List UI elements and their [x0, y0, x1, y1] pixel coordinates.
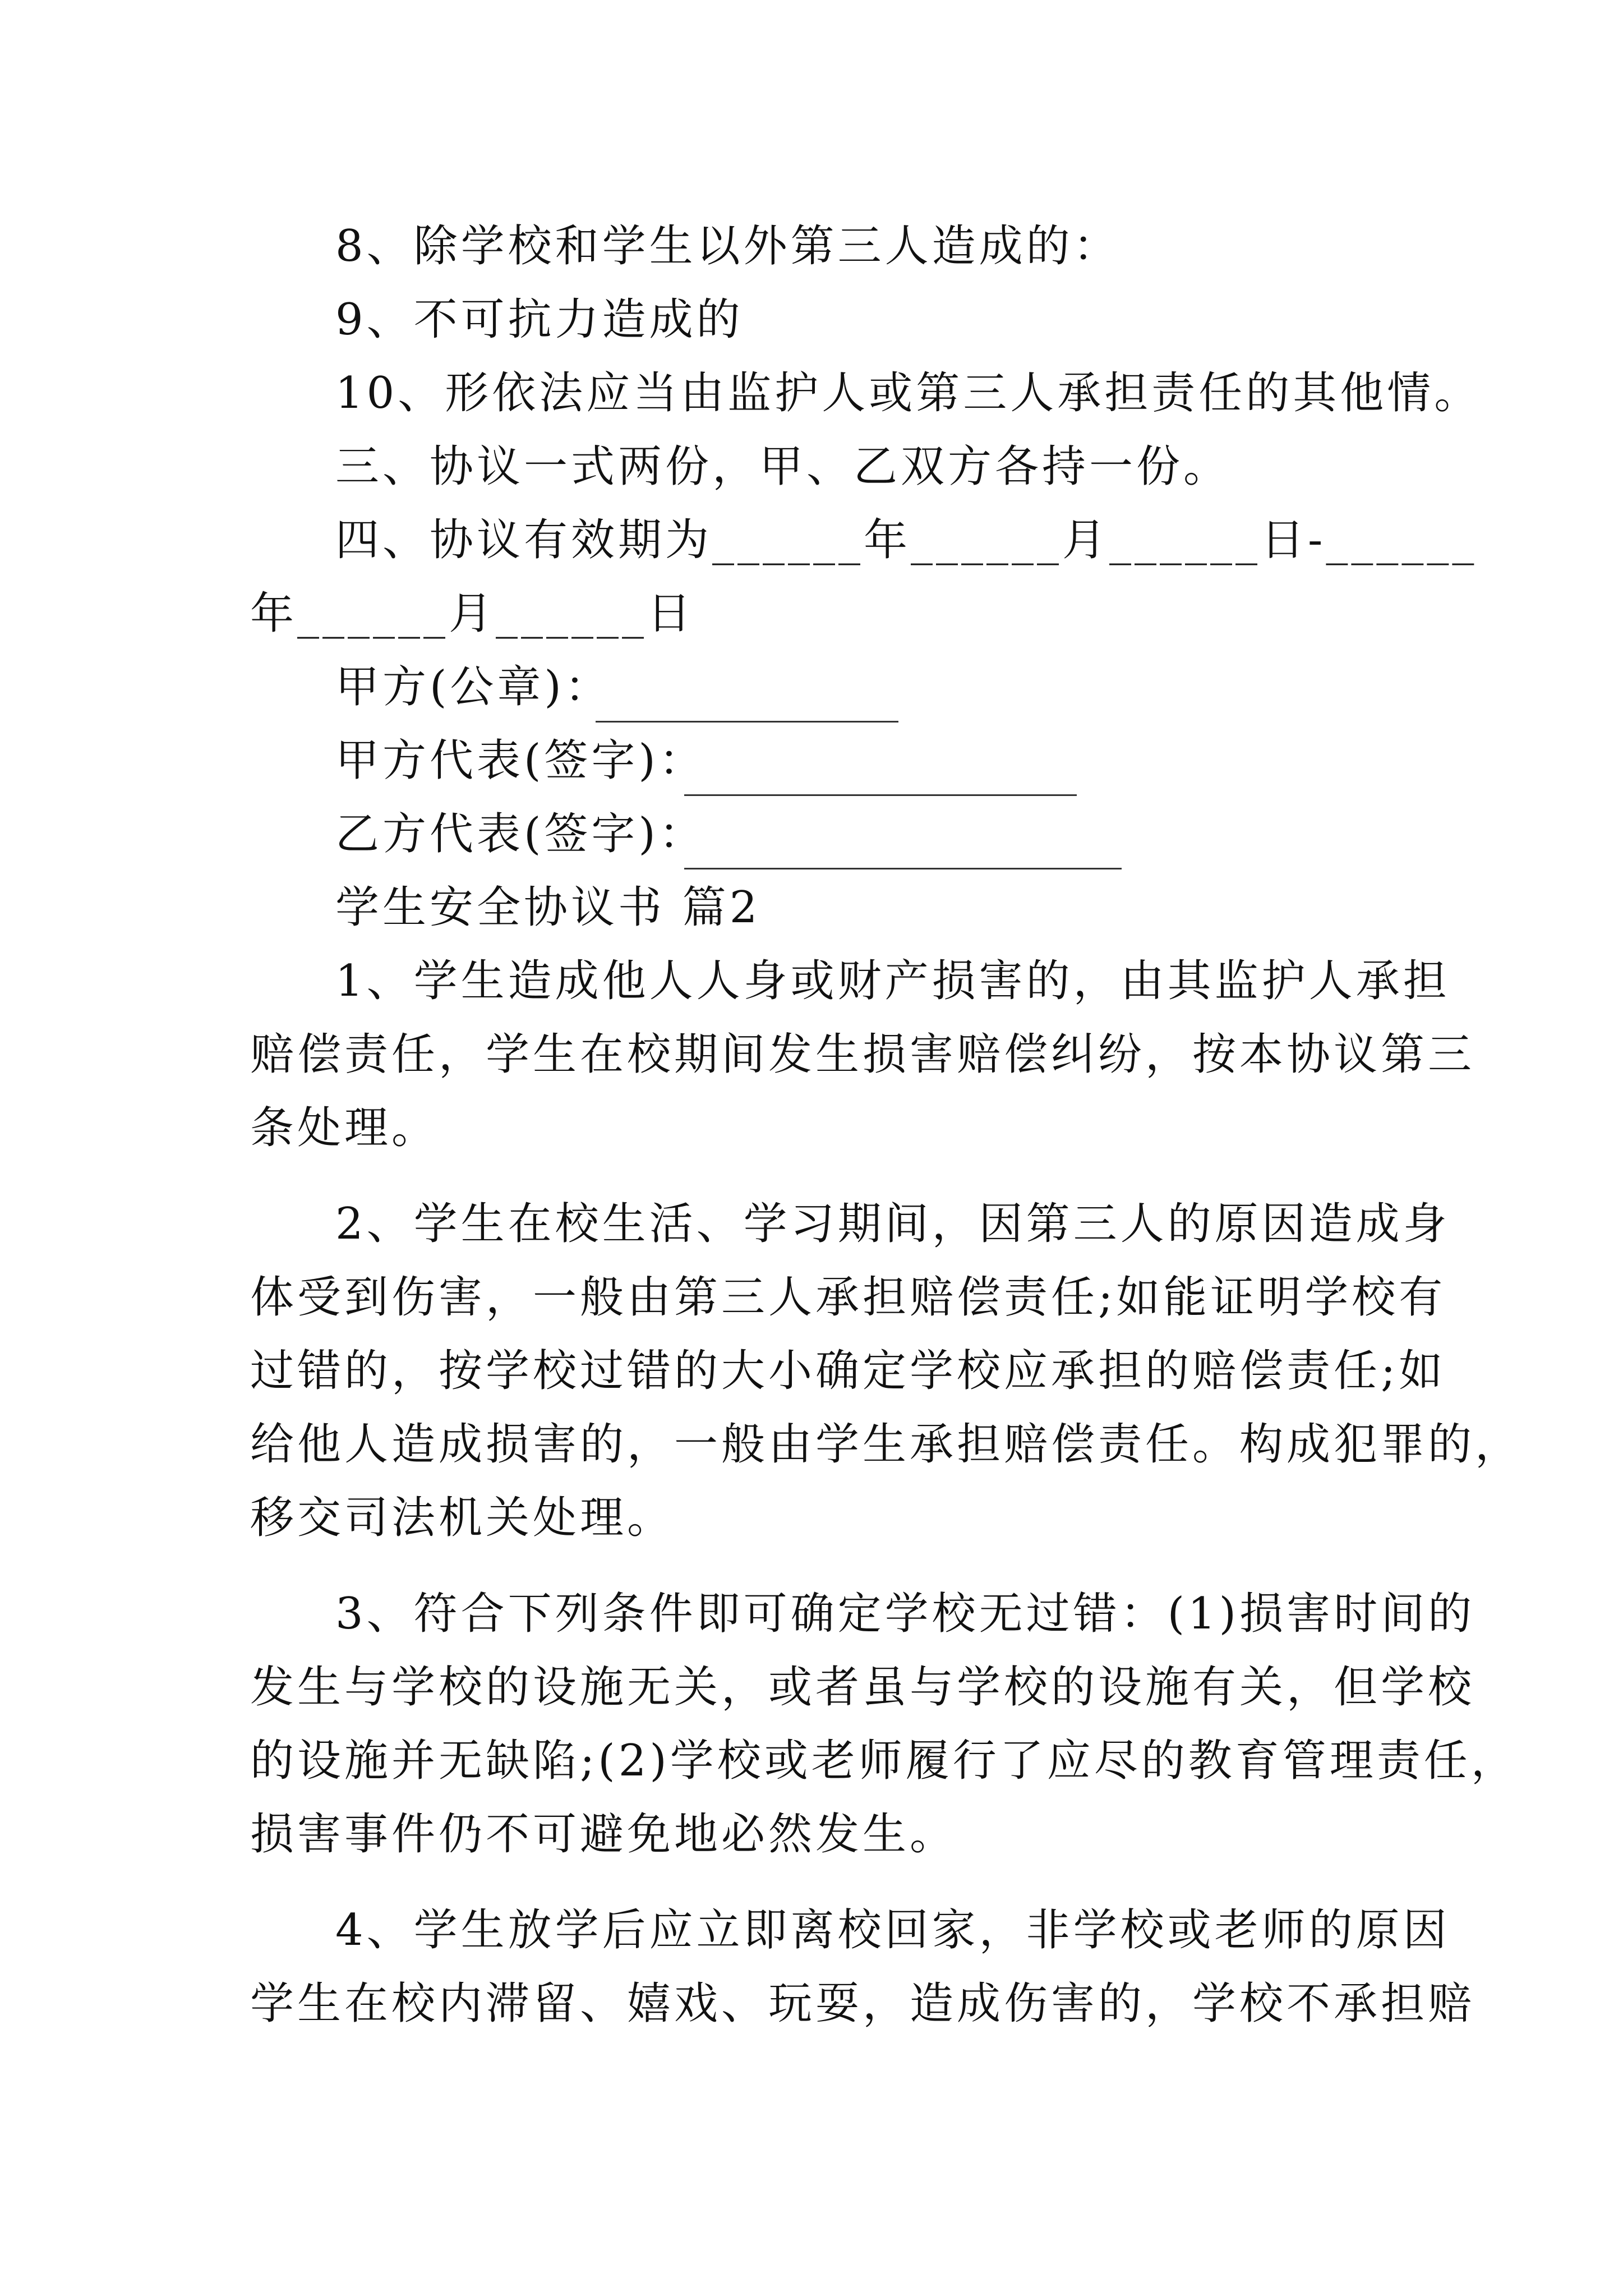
- paragraph-2-line-5: 移交司法机关处理。: [250, 1493, 675, 1543]
- paragraph-3-line-2: 发生与学校的设施无关，或者虽与学校的设施有关，但学校: [250, 1662, 1476, 1713]
- paragraph-2-line-1: 2、学生在校生活、学习期间，因第三人的原因造成身: [335, 1199, 1450, 1249]
- paragraph-1-line-3: 条处理。: [250, 1103, 439, 1153]
- signature-label-party-a-rep: 甲方代表(签字)：: [335, 735, 706, 786]
- text-line-clause4-cont: 年______月______日: [250, 588, 695, 639]
- paragraph-4-line-1: 4、学生放学后应立即离校回家，非学校或老师的原因: [335, 1905, 1450, 1955]
- paragraph-3-line-1: 3、符合下列条件即可确定学校无过错：(1)损害时间的: [335, 1589, 1476, 1639]
- text-line-clause4: 四、协议有效期为______年______月______日-______: [335, 515, 1478, 565]
- signature-underline-party-a-rep: [684, 794, 1077, 796]
- paragraph-1-line-2: 赔偿责任，学生在校期间发生损害赔偿纠纷，按本协议第三: [250, 1029, 1476, 1080]
- paragraph-2-line-4: 给他人造成损害的，一般由学生承担赔偿责任。构成犯罪的，: [250, 1419, 1523, 1470]
- text-line-item8: 8、除学校和学生以外第三人造成的：: [335, 221, 1121, 272]
- paragraph-2-line-3: 过错的，按学校过错的大小确定学校应承担的赔偿责任;如: [250, 1346, 1446, 1396]
- text-line-item10: 10、形依法应当由监护人或第三人承担责任的其他情。: [335, 368, 1482, 418]
- paragraph-3-line-4: 损害事件仍不可避免地必然发生。: [250, 1809, 957, 1860]
- signature-label-party-b-rep: 乙方代表(签字)：: [335, 809, 706, 859]
- signature-underline-party-a-seal: [596, 721, 898, 723]
- signature-label-party-a-seal: 甲方(公章)：: [335, 662, 612, 712]
- paragraph-2-line-2: 体受到伤害，一般由第三人承担赔偿责任;如能证明学校有: [250, 1272, 1446, 1323]
- section-heading: 学生安全协议书 篇2: [335, 882, 761, 933]
- signature-underline-party-b-rep: [684, 868, 1122, 869]
- paragraph-4-line-2: 学生在校内滞留、嬉戏、玩耍，造成伤害的，学校不承担赔: [250, 1978, 1476, 2029]
- text-line-clause3: 三、协议一式两份，甲、乙双方各持一份。: [335, 441, 1231, 492]
- paragraph-3-line-3: 的设施并无缺陷;(2)学校或老师履行了应尽的教育管理责任，: [250, 1736, 1518, 1786]
- text-line-item9: 9、不可抗力造成的: [335, 295, 744, 345]
- paragraph-1-line-1: 1、学生造成他人人身或财产损害的，由其监护人承担: [335, 956, 1450, 1006]
